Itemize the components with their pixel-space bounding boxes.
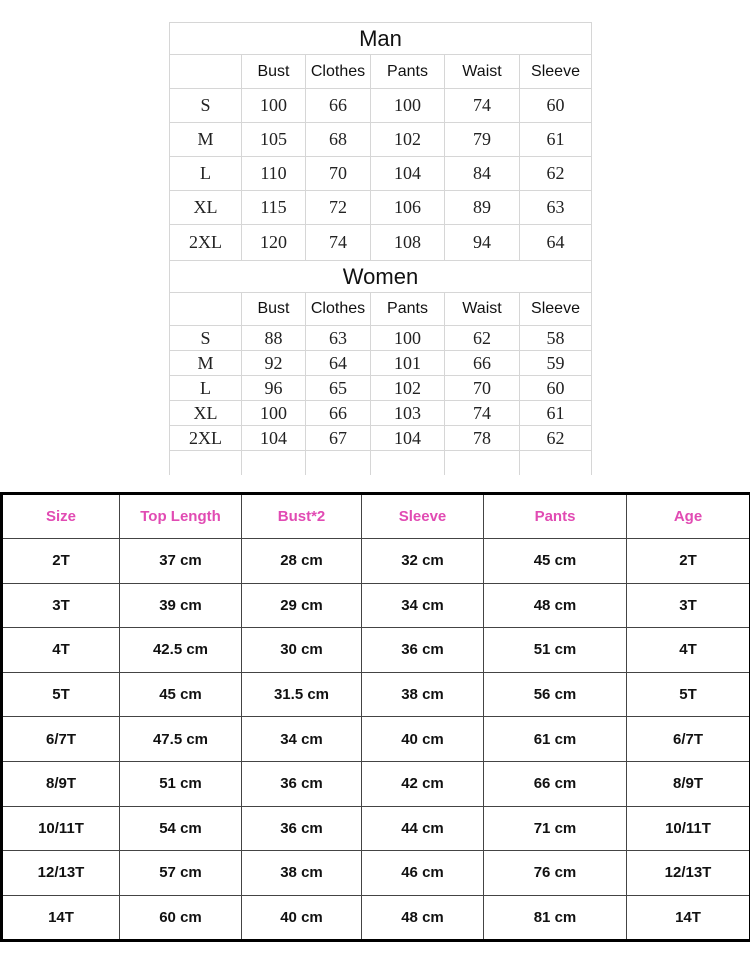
- women-section: [170, 261, 592, 475]
- kids-header-row: [2, 494, 750, 539]
- bust-cell: 100: [242, 89, 306, 123]
- column-header-age: Age: [627, 494, 750, 539]
- clothes-cell: 68: [306, 123, 371, 157]
- waist-cell: 79: [445, 123, 520, 157]
- waist-cell: 89: [445, 191, 520, 225]
- column-header-waist: Waist: [445, 55, 520, 89]
- waist-cell: 84: [445, 157, 520, 191]
- pants-cell: 102: [371, 123, 445, 157]
- column-header-sleeve: Sleeve: [520, 55, 592, 89]
- table-row: [170, 157, 592, 191]
- table-row: [170, 89, 592, 123]
- waist-cell: 74: [445, 89, 520, 123]
- size-cell: M: [170, 123, 242, 157]
- table-row: [170, 326, 592, 351]
- pants-cell: 51 cm: [484, 628, 627, 673]
- age-cell: 2T: [627, 539, 750, 584]
- size-cell: 10/11T: [2, 806, 120, 851]
- pants-cell: 66 cm: [484, 761, 627, 806]
- pants-cell: 48 cm: [484, 583, 627, 628]
- blank-cell: [371, 451, 445, 475]
- bust-cell: 100: [242, 401, 306, 426]
- women-chart-title: Women: [170, 261, 592, 293]
- age-cell: 5T: [627, 672, 750, 717]
- pants-cell: 104: [371, 157, 445, 191]
- pants-cell: 56 cm: [484, 672, 627, 717]
- age-cell: 3T: [627, 583, 750, 628]
- corner-cell: [170, 293, 242, 326]
- table-row: [170, 401, 592, 426]
- age-cell: 4T: [627, 628, 750, 673]
- clothes-cell: 72: [306, 191, 371, 225]
- pants-cell: 103: [371, 401, 445, 426]
- bust-cell: 110: [242, 157, 306, 191]
- pants-cell: 102: [371, 376, 445, 401]
- table-row: [170, 426, 592, 451]
- waist-cell: 70: [445, 376, 520, 401]
- adult-size-chart: [169, 22, 592, 475]
- table-row: [2, 628, 750, 673]
- table-row: [170, 191, 592, 225]
- table-row: [170, 351, 592, 376]
- table-row: [2, 717, 750, 762]
- pants-cell: 45 cm: [484, 539, 627, 584]
- table-row: [2, 583, 750, 628]
- top-length-cell: 47.5 cm: [120, 717, 242, 762]
- blank-cell: [306, 451, 371, 475]
- size-cell: 8/9T: [2, 761, 120, 806]
- men-header-row: [170, 55, 592, 89]
- sleeve-cell: 32 cm: [362, 539, 484, 584]
- size-cell: XL: [170, 191, 242, 225]
- size-cell: 6/7T: [2, 717, 120, 762]
- clothes-cell: 64: [306, 351, 371, 376]
- bust-cell: 40 cm: [242, 895, 362, 941]
- size-cell: 3T: [2, 583, 120, 628]
- sleeve-cell: 62: [520, 426, 592, 451]
- bust-cell: 104: [242, 426, 306, 451]
- size-cell: 2XL: [170, 426, 242, 451]
- blank-row: [170, 451, 592, 475]
- bust-cell: 96: [242, 376, 306, 401]
- sleeve-cell: 58: [520, 326, 592, 351]
- waist-cell: 66: [445, 351, 520, 376]
- clothes-cell: 65: [306, 376, 371, 401]
- blank-cell: [445, 451, 520, 475]
- pants-cell: 108: [371, 225, 445, 261]
- table-row: [170, 123, 592, 157]
- bust-cell: 30 cm: [242, 628, 362, 673]
- size-cell: 12/13T: [2, 851, 120, 896]
- size-cell: L: [170, 157, 242, 191]
- bust-cell: 28 cm: [242, 539, 362, 584]
- pants-cell: 76 cm: [484, 851, 627, 896]
- pants-cell: 61 cm: [484, 717, 627, 762]
- pants-cell: 101: [371, 351, 445, 376]
- top-length-cell: 57 cm: [120, 851, 242, 896]
- table-row: [2, 539, 750, 584]
- column-header-bust: Bust*2: [242, 494, 362, 539]
- pants-cell: 100: [371, 326, 445, 351]
- top-length-cell: 51 cm: [120, 761, 242, 806]
- top-length-cell: 54 cm: [120, 806, 242, 851]
- column-header-sleeve: Sleeve: [362, 494, 484, 539]
- top-length-cell: 45 cm: [120, 672, 242, 717]
- table-row: [170, 376, 592, 401]
- waist-cell: 62: [445, 326, 520, 351]
- table-row: [2, 851, 750, 896]
- table-row: [2, 761, 750, 806]
- blank-cell: [520, 451, 592, 475]
- sleeve-cell: 44 cm: [362, 806, 484, 851]
- table-row: [2, 895, 750, 941]
- age-cell: 6/7T: [627, 717, 750, 762]
- waist-cell: 94: [445, 225, 520, 261]
- bust-cell: 34 cm: [242, 717, 362, 762]
- table-row: [2, 672, 750, 717]
- kids-size-chart: [0, 492, 750, 942]
- age-cell: 10/11T: [627, 806, 750, 851]
- size-cell: M: [170, 351, 242, 376]
- blank-cell: [170, 451, 242, 475]
- bust-cell: 36 cm: [242, 761, 362, 806]
- bust-cell: 88: [242, 326, 306, 351]
- size-cell: 5T: [2, 672, 120, 717]
- column-header-pants: Pants: [371, 55, 445, 89]
- size-cell: L: [170, 376, 242, 401]
- pants-cell: 104: [371, 426, 445, 451]
- table-row: [170, 225, 592, 261]
- age-cell: 14T: [627, 895, 750, 941]
- clothes-cell: 63: [306, 326, 371, 351]
- size-cell: XL: [170, 401, 242, 426]
- sleeve-cell: 36 cm: [362, 628, 484, 673]
- clothes-cell: 70: [306, 157, 371, 191]
- bust-cell: 29 cm: [242, 583, 362, 628]
- bust-cell: 115: [242, 191, 306, 225]
- sleeve-cell: 60: [520, 89, 592, 123]
- bust-cell: 31.5 cm: [242, 672, 362, 717]
- bust-cell: 92: [242, 351, 306, 376]
- sleeve-cell: 63: [520, 191, 592, 225]
- bust-cell: 38 cm: [242, 851, 362, 896]
- column-header-bust: Bust: [242, 55, 306, 89]
- sleeve-cell: 48 cm: [362, 895, 484, 941]
- pants-cell: 71 cm: [484, 806, 627, 851]
- men-chart-title: Man: [170, 23, 592, 55]
- clothes-cell: 66: [306, 401, 371, 426]
- size-cell: 2T: [2, 539, 120, 584]
- sleeve-cell: 60: [520, 376, 592, 401]
- sleeve-cell: 40 cm: [362, 717, 484, 762]
- sleeve-cell: 61: [520, 123, 592, 157]
- size-cell: 2XL: [170, 225, 242, 261]
- column-header-waist: Waist: [445, 293, 520, 326]
- age-cell: 8/9T: [627, 761, 750, 806]
- bust-cell: 120: [242, 225, 306, 261]
- size-cell: 14T: [2, 895, 120, 941]
- column-header-pants: Pants: [371, 293, 445, 326]
- bust-cell: 105: [242, 123, 306, 157]
- column-header-clothes: Clothes: [306, 293, 371, 326]
- sleeve-cell: 62: [520, 157, 592, 191]
- top-length-cell: 37 cm: [120, 539, 242, 584]
- pants-cell: 81 cm: [484, 895, 627, 941]
- sleeve-cell: 38 cm: [362, 672, 484, 717]
- pants-cell: 100: [371, 89, 445, 123]
- sleeve-cell: 61: [520, 401, 592, 426]
- size-cell: S: [170, 326, 242, 351]
- table-row: [2, 806, 750, 851]
- sleeve-cell: 46 cm: [362, 851, 484, 896]
- bust-cell: 36 cm: [242, 806, 362, 851]
- top-length-cell: 42.5 cm: [120, 628, 242, 673]
- waist-cell: 74: [445, 401, 520, 426]
- blank-cell: [242, 451, 306, 475]
- age-cell: 12/13T: [627, 851, 750, 896]
- pants-cell: 106: [371, 191, 445, 225]
- top-length-cell: 60 cm: [120, 895, 242, 941]
- column-header-bust: Bust: [242, 293, 306, 326]
- sleeve-cell: 64: [520, 225, 592, 261]
- sleeve-cell: 42 cm: [362, 761, 484, 806]
- clothes-cell: 67: [306, 426, 371, 451]
- sleeve-cell: 34 cm: [362, 583, 484, 628]
- column-header-pants: Pants: [484, 494, 627, 539]
- waist-cell: 78: [445, 426, 520, 451]
- top-length-cell: 39 cm: [120, 583, 242, 628]
- men-section: [170, 23, 592, 261]
- column-header-sleeve: Sleeve: [520, 293, 592, 326]
- women-header-row: [170, 293, 592, 326]
- clothes-cell: 74: [306, 225, 371, 261]
- clothes-cell: 66: [306, 89, 371, 123]
- column-header-top-length: Top Length: [120, 494, 242, 539]
- size-cell: S: [170, 89, 242, 123]
- sleeve-cell: 59: [520, 351, 592, 376]
- size-cell: 4T: [2, 628, 120, 673]
- corner-cell: [170, 55, 242, 89]
- column-header-size: Size: [2, 494, 120, 539]
- column-header-clothes: Clothes: [306, 55, 371, 89]
